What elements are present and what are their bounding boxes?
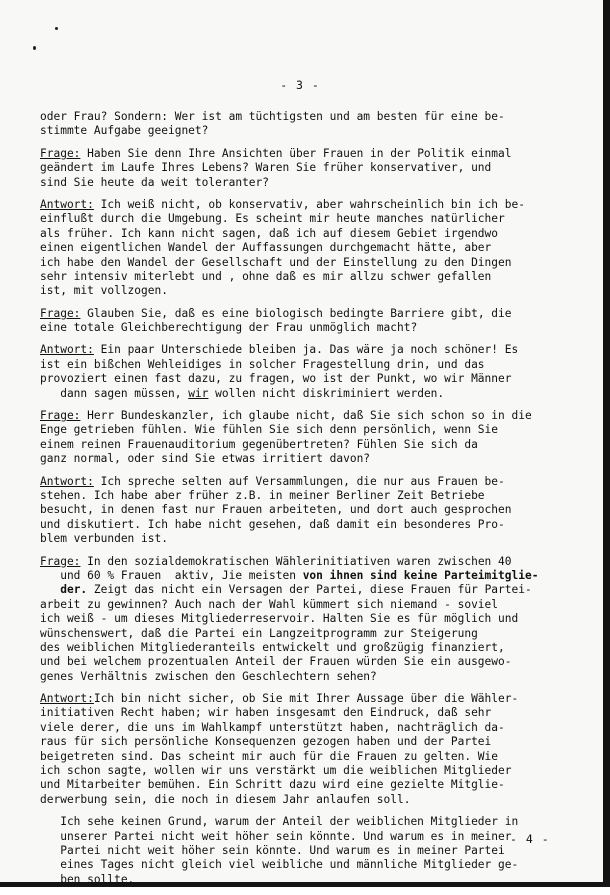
- next-page-number: - 4 -: [510, 832, 550, 846]
- text-line: als früher. Ich kann nicht sagen, daß ich auf diesem Gebiet irgendwo: [40, 226, 499, 240]
- question-block: [40, 147, 570, 190]
- text-line: viele derer, die uns im Wahlkampf unterstützt haben, nachträglich da-: [40, 720, 505, 734]
- text-line: ich schon sagte, wollen wir uns verstärkt um die weiblichen Mitglieder: [40, 764, 512, 778]
- interview-text: [40, 110, 570, 895]
- text-line: blem verbunden ist.: [40, 532, 168, 546]
- question-label: Frage:: [40, 306, 81, 320]
- text-line: provoziert einen fast dazu, zu fragen, wo ist der Punkt, wo wir Männer: [40, 372, 512, 386]
- bold-text: der.: [60, 583, 88, 597]
- answer-block: [40, 343, 570, 401]
- text-line: eines Tages nicht gleich viel weibliche und männliche Mitglieder ge-: [40, 858, 519, 872]
- text-line: einen eigentlichen Wandel der Auffassungen durchgemacht hätte, aber: [40, 241, 492, 255]
- text-line: derwerbung sein, die noch in diesem Jahr anlaufen soll.: [40, 792, 411, 806]
- text-line: unserer Partei nicht weit höher sein könnte. Und warum es in meiner: [40, 829, 512, 843]
- question-block: [40, 307, 570, 336]
- text-line: Partei nicht weit höher sein könnte. Und warum es in meiner Partei: [40, 843, 505, 857]
- text-line: ist, mit vollzogen.: [40, 284, 168, 298]
- answer-label: Antwort:: [40, 343, 94, 357]
- text-line: ich habe den Wandel der Gesellschaft und der Einstellung zu den Dingen: [40, 255, 512, 269]
- text-line: sind Sie heute da weit toleranter?: [40, 175, 270, 189]
- question-label: Frage:: [40, 409, 81, 423]
- answer-block: [40, 198, 570, 299]
- question-label: Frage:: [40, 554, 81, 568]
- text-line: arbeit zu gewinnen? Auch nach der Wahl kümmert sich niemand - soviel: [40, 597, 499, 611]
- text-line: eine totale Gleichberechtigung der Frau unmöglich macht?: [40, 321, 418, 335]
- text-line: Enge getrieben fühlen. Wie fühlen Sie sich denn persönlich, wenn Sie: [40, 423, 499, 437]
- paragraph-continuation: [40, 110, 570, 139]
- answer-label: Antwort:: [40, 692, 94, 706]
- text-line: stimmte Aufgabe geeignet?: [40, 124, 209, 138]
- scan-speck: [55, 27, 58, 30]
- answer-block: [40, 692, 570, 807]
- text-line: ben sollte.: [40, 872, 135, 886]
- text-line: initiativen Recht haben; wir haben insgesamt den Eindruck, daß sehr: [40, 706, 492, 720]
- text-line: oder Frau? Sondern: Wer ist am tüchtigsten und am besten für eine be-: [40, 110, 505, 123]
- text-line: einflußt durch die Umgebung. Es scheint mir heute manches natürlicher: [40, 212, 505, 226]
- text-line: Ich bin nicht sicher, ob Sie mit Ihrer Aussage über die Wähler-: [93, 692, 519, 706]
- text-line: Ich spreche selten auf Versammlungen, die nur aus Frauen be-: [93, 474, 505, 488]
- question-block: [40, 555, 570, 685]
- text-line: ich weiß - um dieses Mitgliederreservoir. Halten Sie es für möglich und: [40, 612, 519, 626]
- text-line: Ein paar Unterschiede bleiben ja. Das wäre ja noch schöner! Es: [93, 343, 519, 357]
- answer-label: Antwort:: [40, 474, 94, 488]
- text-line: sehr intensiv miterlebt und , ohne daß es mir allzu schwer gefallen: [40, 269, 492, 283]
- text-line: wollen nicht diskriminiert werden.: [208, 386, 445, 400]
- bold-text: von ihnen sind keine Parteimitglie-: [302, 568, 539, 582]
- text-line: beigetreten sind. Das scheint mir auch für die Frauen zu gelten. Wie: [40, 749, 499, 763]
- text-line: Ich sehe keinen Grund, warum der Anteil der weiblichen Mitglieder in: [40, 815, 519, 829]
- text-line: einem reinen Frauenauditorium gegenübertreten? Fühlen Sie sich da: [40, 437, 478, 451]
- text-line: stehen. Ich habe aber früher z.B. in meiner Berliner Zeit Betriebe: [40, 488, 485, 502]
- text-line: Haben Sie denn Ihre Ansichten über Frauen in der Politik einmal: [80, 146, 512, 160]
- text-line: ganz normal, oder sind Sie etwas irritiert davon?: [40, 452, 371, 466]
- text-line: raus für sich persönliche Konsequenzen gezogen haben und der Partei: [40, 735, 492, 749]
- text-line: geändert im Laufe Ihres Lebens? Waren Sie früher konservativer, und: [40, 161, 492, 175]
- text-line: dann sagen müssen,: [40, 386, 189, 400]
- text-line: der. Zeigt das nicht ein Versagen der Partei, diese Frauen für Partei-: [60, 583, 532, 597]
- text-line: ist ein bißchen Wehleidiges in solcher Fragestellung drin, und das: [40, 357, 485, 371]
- text-line: besucht, in denen fast nur Frauen arbeiteten, und dort auch gesprochen: [40, 503, 512, 517]
- text-line: Ich weiß nicht, ob konservativ, aber wahrscheinlich bin ich be-: [93, 197, 525, 211]
- text-line: und 60 % Frauen aktiv, Jie meisten: [40, 568, 303, 582]
- question-label: Frage:: [40, 146, 81, 160]
- text-line: In den sozialdemokratischen Wählerinitiativen waren zwischen 40: [80, 554, 512, 568]
- text-line: des weiblichen Mitgliederanteils entwickelt und großzügig finanziert,: [40, 640, 505, 654]
- text-line: Glauben Sie, daß es eine biologisch bedingte Barriere gibt, die: [80, 306, 512, 320]
- text-line: und bei welchem prozentualen Anteil der Frauen würden Sie ein ausgewo-: [40, 655, 512, 669]
- answer-block: [40, 475, 570, 547]
- scan-edge-right: [603, 0, 610, 887]
- page-number: - 3 -: [280, 78, 320, 92]
- text-line: und Mitarbeiter bemühen. Ein Schritt dazu wird eine gezielte Mitglie-: [40, 778, 505, 792]
- text-line: genes Verhältnis zwischen den Geschlechtern sehen?: [40, 669, 377, 683]
- underlined-word: wir: [188, 386, 209, 400]
- text-line: und diskutiert. Ich habe nicht gesehen, daß damit ein besonderes Pro-: [40, 517, 505, 531]
- scan-speck: [33, 46, 36, 50]
- answer-label: Antwort:: [40, 197, 94, 211]
- text-line: wünschenswert, daß die Partei ein Langzeitprogramm zur Steigerung: [40, 626, 478, 640]
- text-line: Herr Bundeskanzler, ich glaube nicht, daß Sie sich schon so in die: [80, 409, 532, 423]
- answer-continuation: [40, 815, 570, 887]
- question-block: [40, 409, 570, 467]
